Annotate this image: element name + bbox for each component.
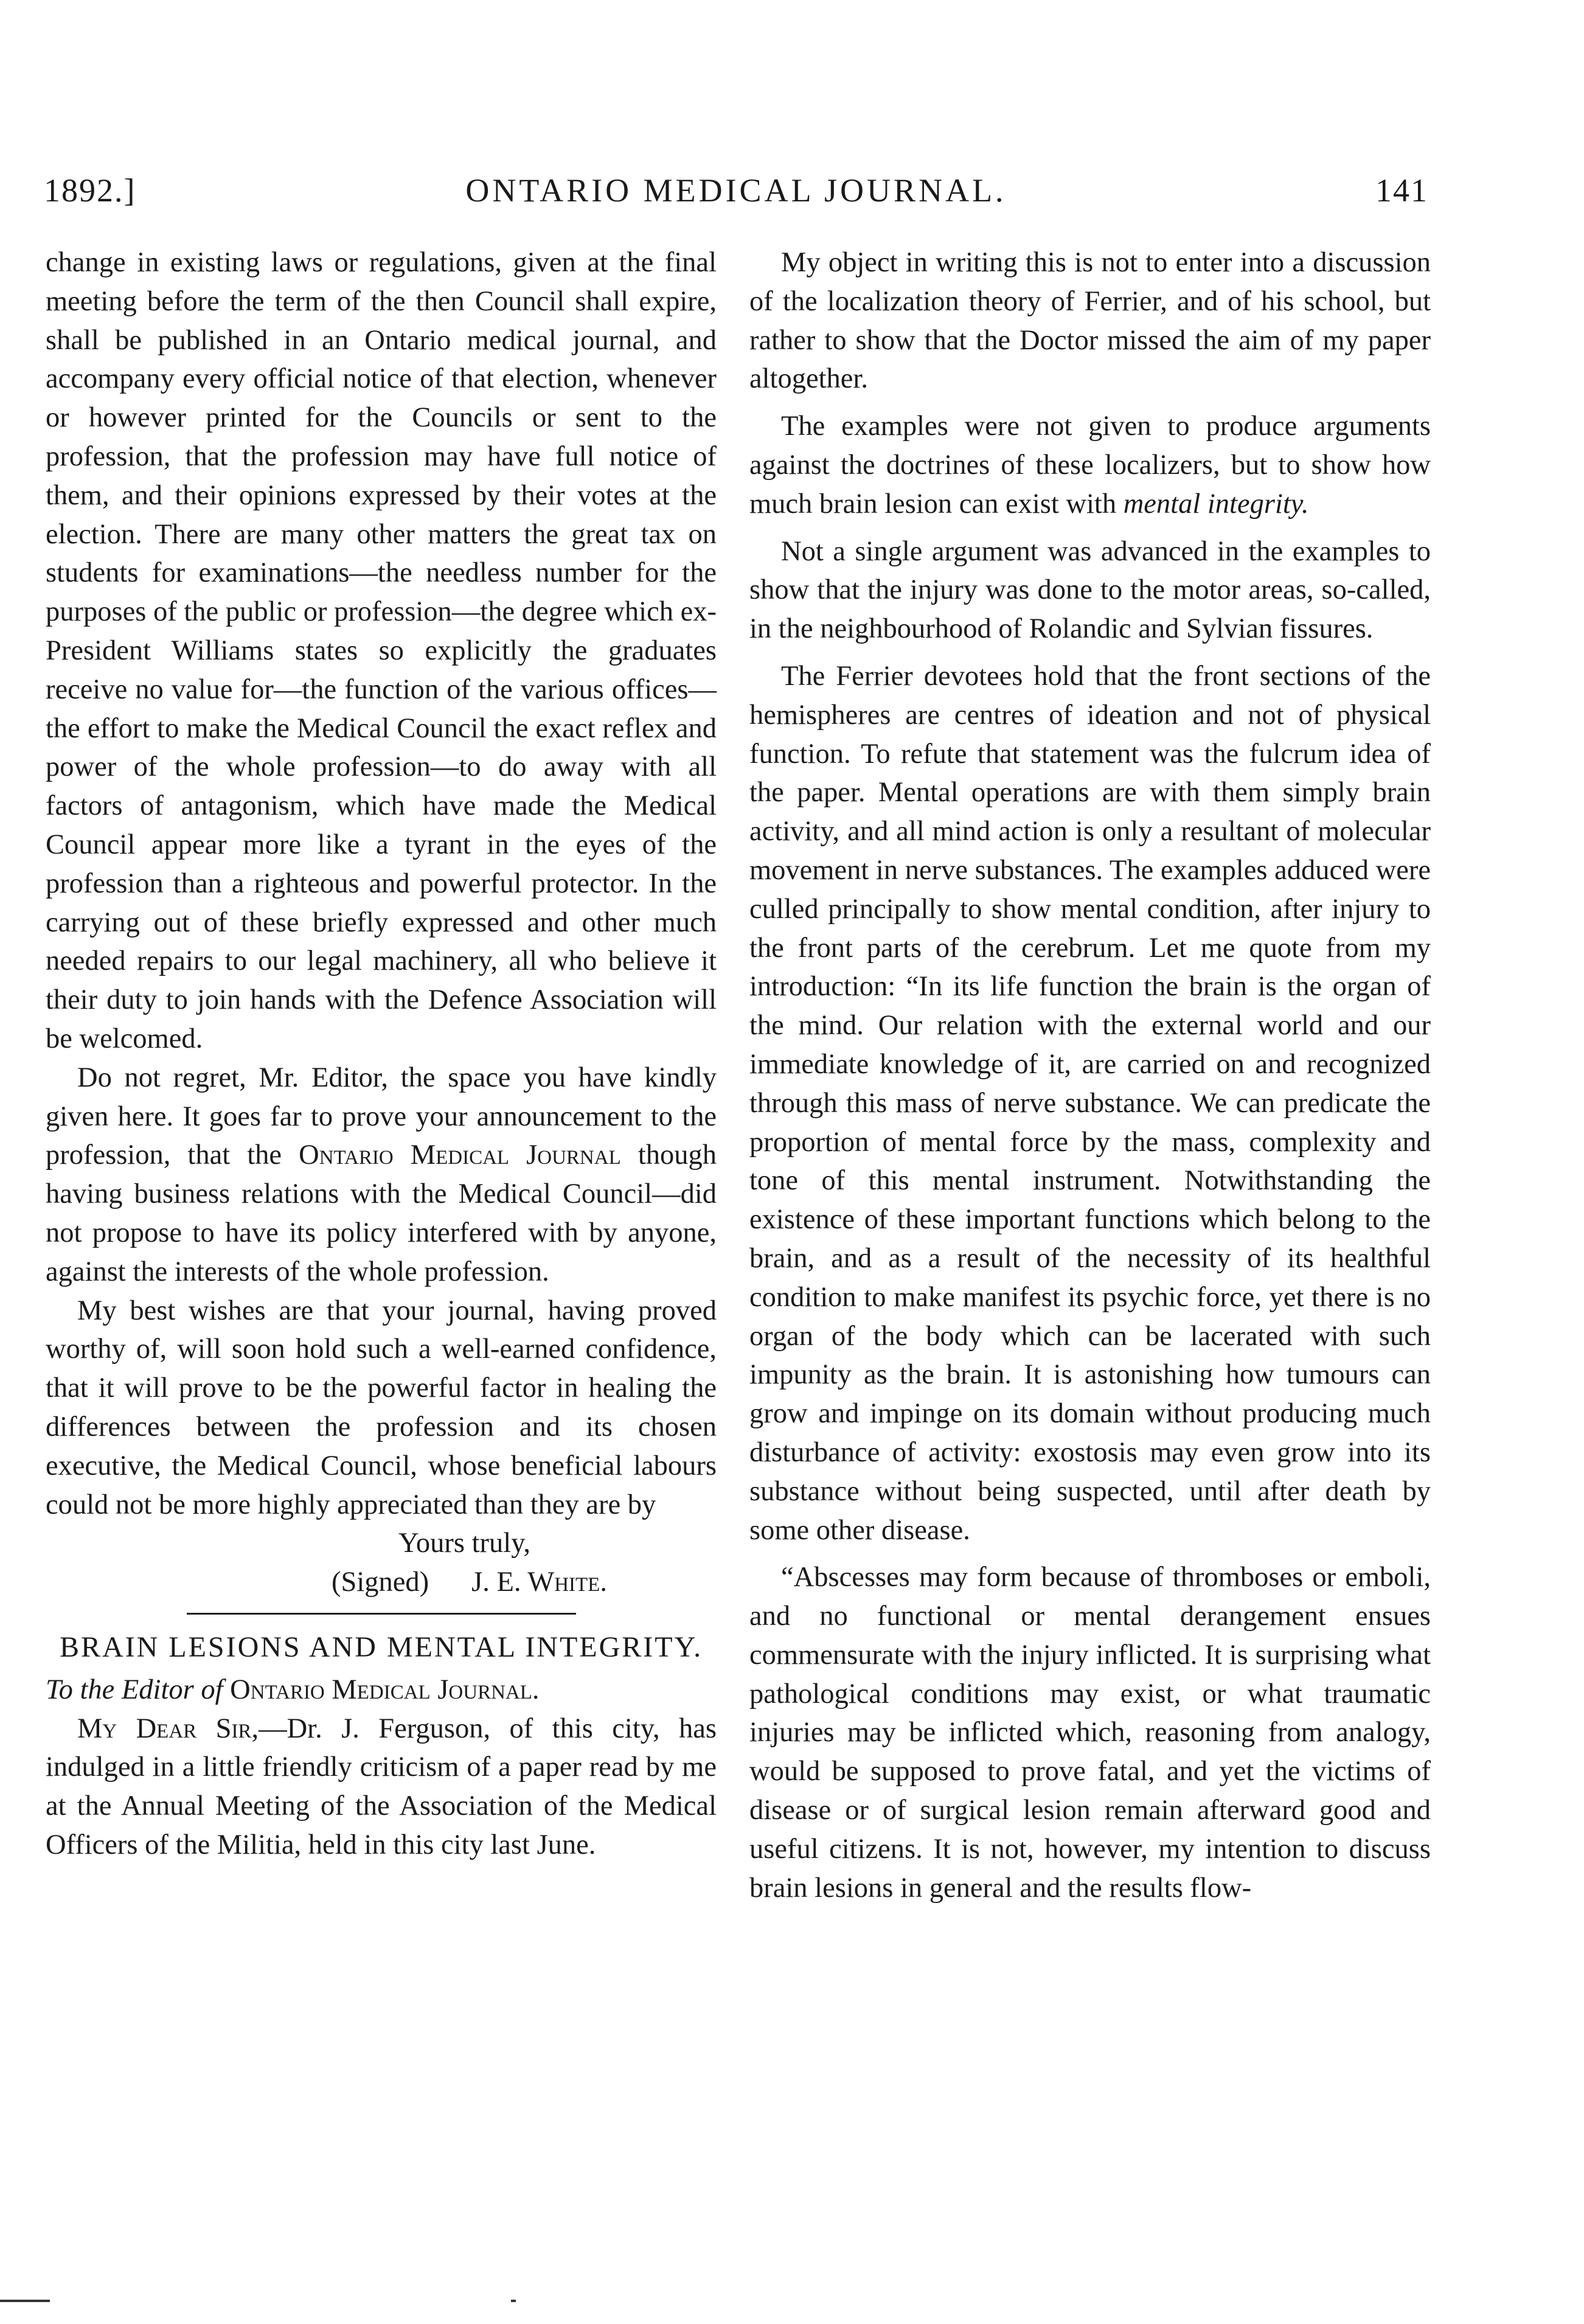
page-number: 141 xyxy=(1375,172,1428,209)
right-paragraph-1: My object in writing this is not to enter into a discussion of the localization theory of Ferrier, and of his school, but rather to show that the Doctor missed the aim of my paper altogether. xyxy=(749,247,1431,395)
section-divider xyxy=(187,1613,576,1615)
mental-integrity-italic: mental integrity. xyxy=(1123,488,1309,520)
to-editor-italic: To the Editor of xyxy=(46,1674,223,1705)
running-head xyxy=(44,172,1428,215)
left-paragraph-2 xyxy=(46,1059,717,1292)
left-column xyxy=(46,243,717,1865)
right-paragraph-2 xyxy=(749,407,1431,523)
right-paragraph-3: Not a single argument was advanced in the examples to show that the injury was done to the motor areas, so-called, in the neighbourhood of Rolandic and Sylvian fissures. xyxy=(749,535,1431,645)
left-paragraph-4 xyxy=(46,1710,717,1865)
left-paragraph-2-start: Do not regret, Mr. Editor, the space you have kindly given here. It goes far to prove your announcement to the profession, that the xyxy=(46,1062,717,1171)
to-editor-journal: Ontario Medical Journal. xyxy=(230,1674,540,1705)
right-column xyxy=(749,243,1431,1907)
journal-name-inline: Ontario Medical Journal xyxy=(299,1139,621,1171)
right-paragraph-4: The Ferrier devotees hold that the front sections of the hemispheres are centres of ideation and not of physical function. To refute that statement was the fulcrum idea of the paper. Mental operations are with them simply brain activity, and all mind action is only a resultant of molecular movement in nerve substances. The examples adduced were culled principally to show mental condition, after injury to the front parts of the cerebrum. Let me quote from my introduction: “In its life function the brain is the organ of the mind. Our relation with the external world and our immediate knowledge of it, are carried on and recognized through this mass of nerve substance. We can predicate the proportion of mental force by the mass, complexity and tone of this mental instrument. Notwithstanding the existence of these important functions which belong to the brain, and as a result of the necessity of its healthful condition to make manifest its psychic force, yet there is no organ of the body which can be lacerated with such impunity as the brain. It is astonishing how tumours can grow and impinge on its domain without producing much disturbance of activity: exostosis may even grow into its substance without being suspected, until after death by some other disease. xyxy=(749,660,1431,1546)
signature-name: J. E. White. xyxy=(471,1567,607,1598)
bottom-mark-left xyxy=(0,2300,50,2302)
header-journal-title: ONTARIO MEDICAL JOURNAL. xyxy=(465,172,1007,209)
closing-yours-truly: Yours truly, xyxy=(398,1528,531,1559)
to-editor-line xyxy=(46,1671,717,1710)
right-paragraph-2-start: The examples were not given to produce arguments against the doctrines of these localizers, but to show how much brain lesion can exist with xyxy=(749,411,1431,520)
salutation: My Dear Sir, xyxy=(77,1713,259,1744)
bottom-mark-center xyxy=(511,2300,516,2302)
signed-note: (Signed) xyxy=(332,1567,429,1598)
page-bottom-marks xyxy=(0,2300,1584,2302)
left-paragraph-2-end: though having business relations with the Medical Council—did not propose to have its policy interfered with by anyone, against the interests of the whole profession. xyxy=(46,1139,717,1287)
article-title: BRAIN LESIONS AND MENTAL INTEGRITY. xyxy=(59,1630,703,1663)
header-year: 1892.] xyxy=(44,172,136,209)
right-paragraph-5: “Abscesses may form because of thromboses or emboli, and no functional or mental derangement ensues commensurate with the injury inflicted. It is surprising what pathological conditions may exist, or what traumatic injuries may be inflicted which, reasoning from analogy, would be supposed to prove fatal, and yet the victims of disease or of surgical lesion remain afterward good and useful citizens. It is not, however, my intention to discuss brain lesions in general and the results flow- xyxy=(749,1562,1431,1904)
left-paragraph-1: change in existing laws or regulations, given at the final meeting before the term of the then Council shall expire, shall be published in an Ontario medical journal, and accompany every official notice of that election, whenever or however printed for the Councils or sent to the profession, that the profession may have full notice of them, and their opinions expressed by their votes at the election. There are many other matters the great tax on students for examinations—the needless number for the purposes of the public or profession—the degree which ex-President Williams states so explicitly the graduates receive no value for—the function of the various offices—the effort to make the Medical Council the exact reflex and power of the whole profession—to do away with all factors of antagonism, which have made the Medical Council appear more like a tyrant in the eyes of the profession than a righteous and powerful protector. In the carrying out of these briefly expressed and other much needed repairs to our legal machinery, all who believe it their duty to join hands with the Defence Association will be welcomed. xyxy=(46,247,717,1054)
left-paragraph-3: My best wishes are that your journal, having proved worthy of, will soon hold such a well-earned confidence, that it will prove to be the powerful factor in healing the differences between the profession and its chosen executive, the Medical Council, whose beneficial labours could not be more highly appreciated than they are by xyxy=(46,1295,717,1520)
left-paragraph-4-text: —Dr. J. Ferguson, of this city, has indulged in a little friendly criticism of a paper read by me at the Annual Meeting of the Association of the Medical Officers of the Militia, held in this city last June. xyxy=(46,1713,717,1861)
signature-line xyxy=(46,1563,717,1602)
letter-closing xyxy=(46,1524,717,1602)
